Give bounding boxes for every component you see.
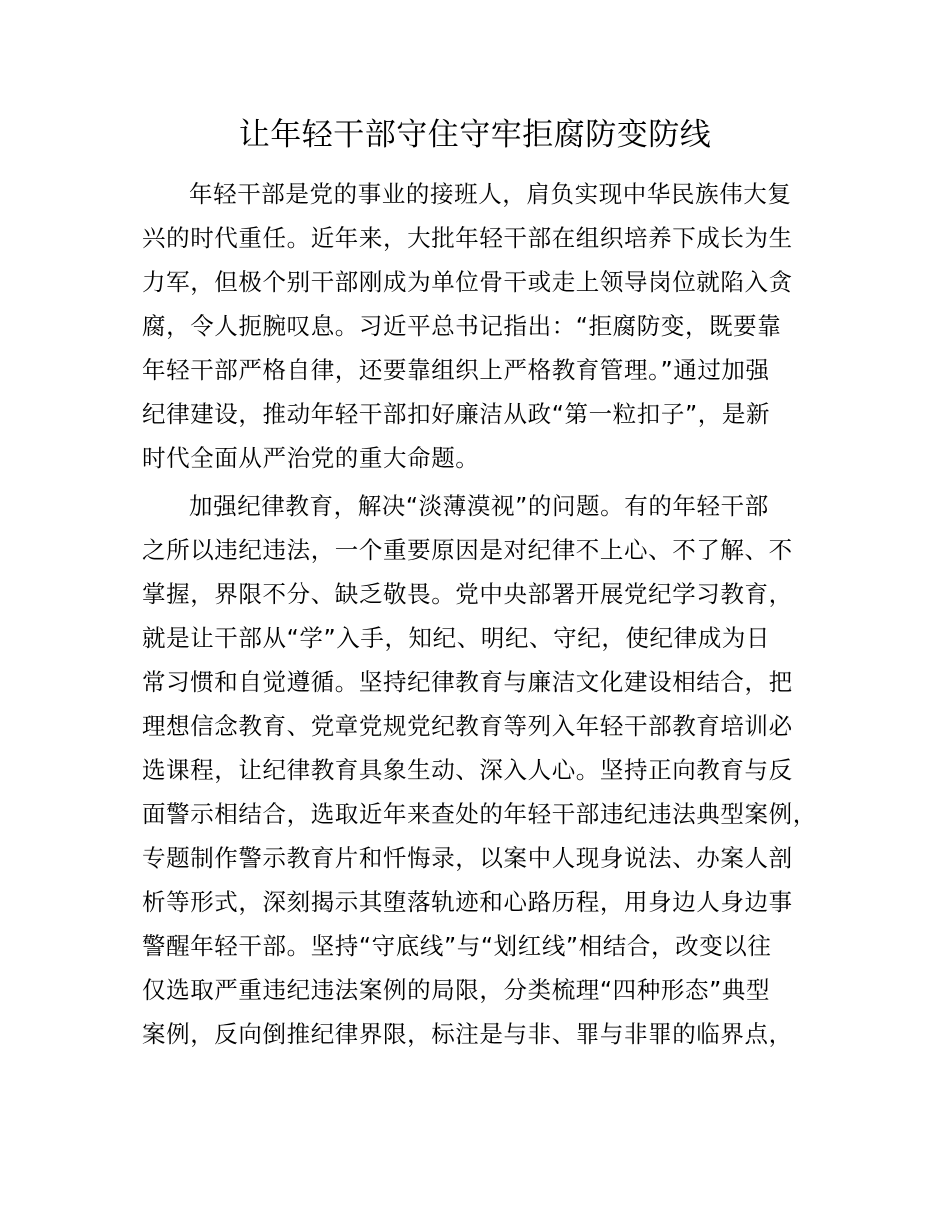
paragraph-2 <box>142 484 832 1056</box>
paragraph-line: 力军，但极个别干部刚成为单位骨干或走上领导岗位就陷入贪 <box>142 268 793 296</box>
paragraph-line: 仅选取严重违纪违法案例的局限，分类梳理“四种形态”典型 <box>142 976 771 1004</box>
paragraph-line: 理想信念教育、党章党规党纪教育等列入年轻干部教育培训必 <box>142 712 793 740</box>
paragraph-line: 就是让干部从“学”入手，知纪、明纪、守纪，使纪律成为日 <box>142 624 771 652</box>
paragraph-line: 专题制作警示教育片和忏悔录，以案中人现身说法、办案人剖 <box>142 844 793 872</box>
paragraph-1 <box>142 172 832 480</box>
paragraph-line: 案例，反向倒推纪律界限，标注是与非、罪与非罪的临界点， <box>142 1020 793 1048</box>
paragraph-line: 面警示相结合，选取近年来查处的年轻干部违纪违法典型案例， <box>142 800 817 828</box>
paragraph-line: 常习惯和自觉遵循。坚持纪律教育与廉洁文化建设相结合，把 <box>142 668 793 696</box>
paragraph-line: 腐，令人扼腕叹息。习近平总书记指出：“拒腐防变，既要靠 <box>142 312 782 340</box>
paragraph-line: 析等形式，深刻揭示其堕落轨迹和心路历程，用身边人身边事 <box>142 888 793 916</box>
document-title: 让年轻干部守住守牢拒腐防变防线 <box>238 117 712 153</box>
paragraph-line: 之所以违纪违法，一个重要原因是对纪律不上心、不了解、不 <box>142 536 793 564</box>
paragraph-line: 时代全面从严治党的重大命题。 <box>142 444 480 472</box>
paragraph-line: 掌握，界限不分、缺乏敬畏。党中央部署开展党纪学习教育， <box>142 580 793 608</box>
paragraph-line: 年轻干部严格自律，还要靠组织上严格教育管理。”通过加强 <box>142 356 770 384</box>
paragraph-line: 加强纪律教育，解决“淡薄漠视”的问题。有的年轻干部 <box>189 492 769 520</box>
paragraph-line: 兴的时代重任。近年来，大批年轻干部在组织培养下成长为生 <box>142 224 793 252</box>
paragraph-line: 年轻干部是党的事业的接班人，肩负实现中华民族伟大复 <box>189 180 792 208</box>
paragraph-line: 纪律建设，推动年轻干部扣好廉洁从政“第一粒扣子”，是新 <box>142 400 771 428</box>
paragraph-line: 警醒年轻干部。坚持“守底线”与“划红线”相结合，改变以往 <box>142 932 772 960</box>
paragraph-line: 选课程，让纪律教育具象生动、深入人心。坚持正向教育与反 <box>142 756 793 784</box>
